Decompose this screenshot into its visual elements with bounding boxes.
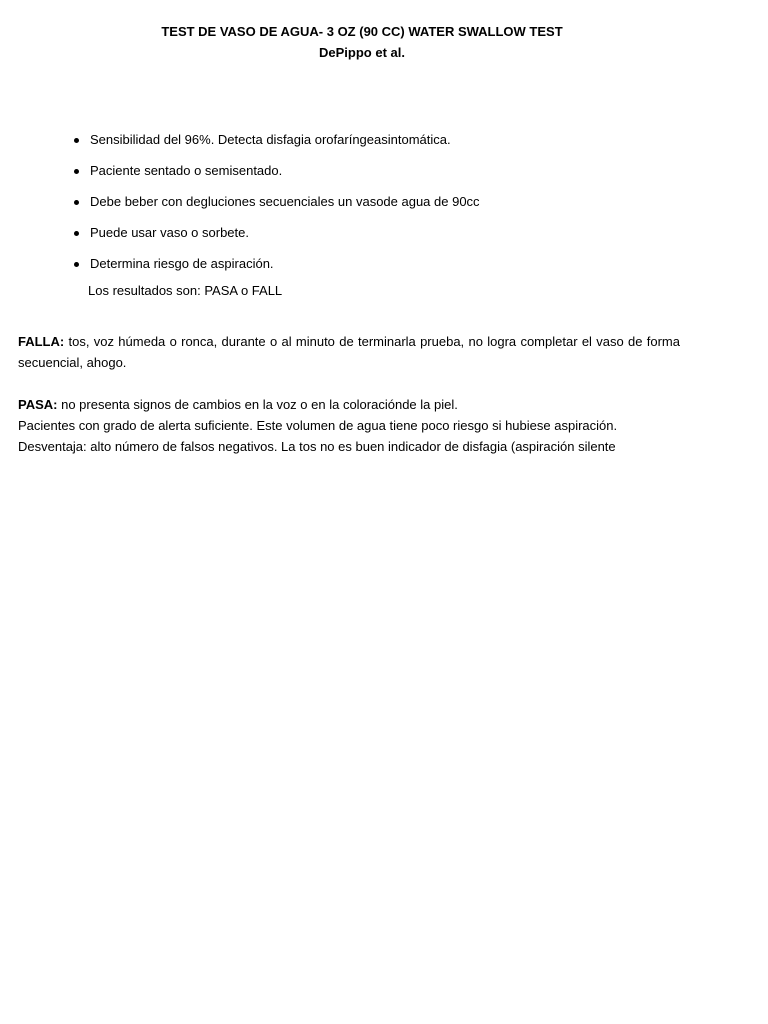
list-item-text: Paciente sentado o semisentado. [90, 163, 283, 178]
list-item-text: Debe beber con degluciones secuenciales un vasode agua de 90cc [90, 194, 480, 209]
list-item-text: Puede usar vaso o sorbete. [90, 225, 249, 240]
document-author: DePippo et al. [319, 45, 405, 60]
list-item-text: Sensibilidad del 96%. Detecta disfagia orofaríngeasintomática. [90, 132, 451, 147]
falla-paragraph [18, 331, 680, 373]
falla-text: tos, voz húmeda o ronca, durante o al minuto de terminarla prueba, no logra completar el vaso de forma secuencial, ahogo. [18, 334, 680, 370]
desventaja-paragraph: Desventaja: alto número de falsos negativos. La tos no es buen indicador de disfagia (aspiración silente [18, 439, 616, 454]
list-item-text: Determina riesgo de aspiración. [90, 256, 274, 271]
bullet-dot-icon [74, 138, 79, 143]
results-line: Los resultados son: PASA o FALL [88, 283, 283, 298]
pasa-label: PASA: [18, 397, 58, 412]
bullet-dot-icon [74, 231, 79, 236]
bullet-dot-icon [74, 262, 79, 267]
document-title: TEST DE VASO DE AGUA- 3 OZ (90 CC) WATER SWALLOW TEST [161, 24, 563, 39]
falla-label: FALLA: [18, 334, 65, 349]
bullet-dot-icon [74, 200, 79, 205]
pasa-text: no presenta signos de cambios en la voz o en la coloraciónde la piel. [57, 397, 458, 412]
alerta-paragraph: Pacientes con grado de alerta suficiente. Este volumen de agua tiene poco riesgo si hubiese aspiración. [18, 418, 618, 433]
pasa-paragraph [18, 394, 680, 415]
bullet-dot-icon [74, 169, 79, 174]
